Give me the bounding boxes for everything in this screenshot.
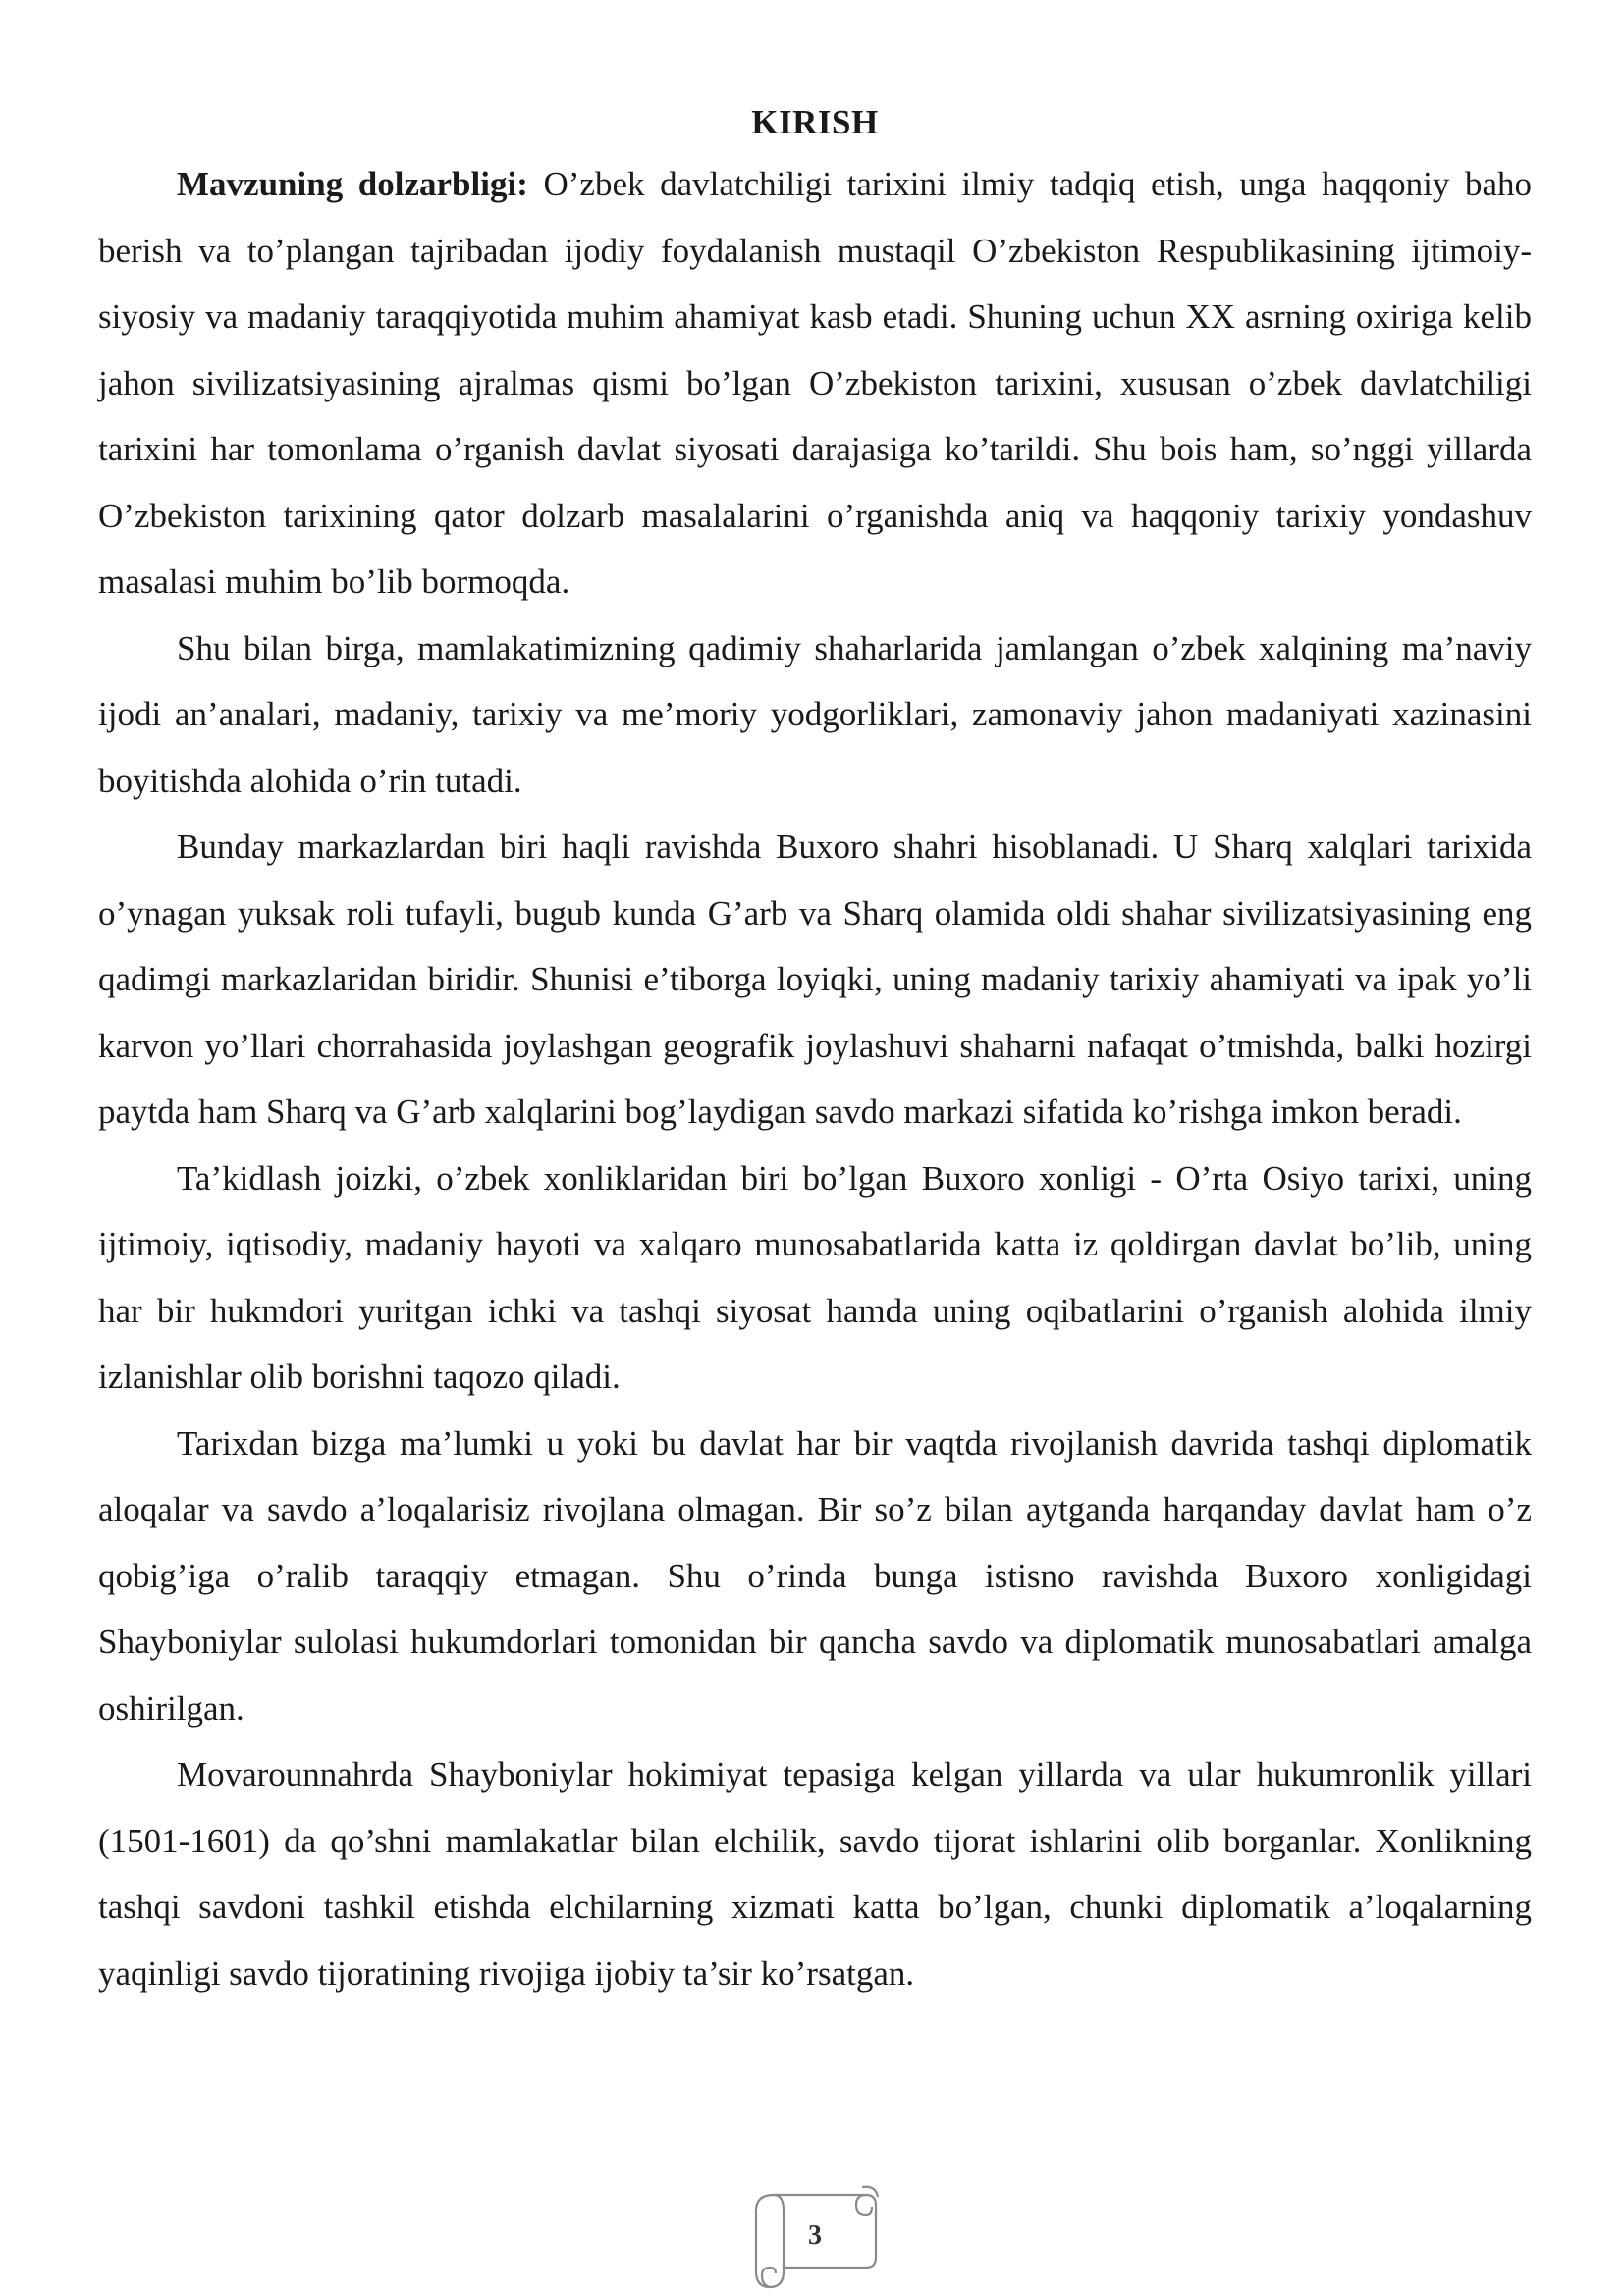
paragraph: Bunday markazlardan biri haqli ravishda Buxoro shahri hisoblanadi. U Sharq xalqlari tarixida o’ynagan yuksak roli tufayli, bugub kunda G’arb va Sharq olamida oldi shahar sivilizatsiyasining eng qadimgi markazlaridan biridir. Shunisi e’tiborga loyiqki, uning madaniy tarixiy ahamiyati va ipak yo’li karvon yo’llari chorrahasida joylashgan geografik joylashuvi shaharni nafaqat o’tmishda, balki hozirgi paytda ham Sharq va G’arb xalqlarini bog’laydigan savdo markazi sifatida ko’rishga imkon beradi. [98, 828, 1532, 1131]
document-page [98, 94, 1532, 2006]
paragraph-text: O’zbek davlatchiligi tarixini ilmiy tadqiq etish, unga haqqoniy baho berish va to’plangan tajribadan ijodiy foydalanish mustaqil O’zbekiston Respublikasining ijtimoiy-siyosiy va madaniy taraqqiyotida muhim ahamiyat kasb etadi. Shuning uchun XX asrning oxiriga kelib jahon sivilizatsiyasining ajralmas qismi bo’lgan O’zbekiston tarixini, xususan o’zbek davlatchiligi tarixini har tomonlama o’rganish davlat siyosati darajasiga ko’tarildi. Shu bois ham, so’nggi yillarda O’zbekiston tarixining qator dolzarb masalalarini o’rganishda aniq va haqqoniy tarixiy yondashuv masalasi muhim bo’lib bormoqda. [98, 165, 1532, 601]
page-title: KIRISH [751, 103, 879, 141]
paragraph: Movarounnahrda Shayboniylar hokimiyat tepasiga kelgan yillarda va ular hukumronlik yillari (1501-1601) da qo’shni mamlakatlar bilan elchilik, savdo tijorat ishlarini olib borganlar. Xonlikning tashqi savdoni tashkil etishda elchilarning xizmati katta bo’lgan, chunki diplomatik a’loqalarning yaqinligi savdo tijoratining rivojiga ijobiy ta’sir ko’rsatgan. [98, 1755, 1532, 1993]
paragraph: Shu bilan birga, mamlakatimizning qadimiy shaharlarida jamlangan o’zbek xalqining ma’naviy ijodi an’analari, madaniy, tarixiy va me’moriy yodgorliklari, zamonaviy jahon madaniyati xazinasini boyitishda alohida o’rin tutadi. [98, 628, 1532, 800]
paragraph: Tarixdan bizga ma’lumki u yoki bu davlat har bir vaqtda rivojlanish davrida tashqi diplomatik aloqalar va savdo a’loqalarisiz rivojlana olmagan. Bir so’z bilan aytganda harqanday davlat ham o’z qobig’iga o’ralib taraqqiy etmagan. Shu o’rinda bunga istisno ravishda Buxoro xonligidagi Shayboniylar sulolasi hukumdorlari tomonidan bir qancha savdo va diplomatik munosabatlari amalga oshirilgan. [98, 1423, 1532, 1728]
paragraph: Ta’kidlash joizki, o’zbek xonliklaridan biri bo’lgan Buxoro xonligi - O’rta Osiyo tarixi, uning ijtimoiy, iqtisodiy, madaniy hayoti va xalqaro munosabatlarida katta iz qoldirgan davlat bo’lib, uning har bir hukmdori yuritgan ichki va tashqi siyosat hamda uning oqibatlarini o’rganish alohida ilmiy izlanishlar olib borishni taqozo qiladi. [98, 1158, 1532, 1396]
page-footer [746, 2181, 884, 2291]
paragraph-lead: Mavzuning dolzarbligi: [177, 165, 528, 203]
page-number: 3 [808, 2220, 822, 2251]
paragraph-relevance [98, 151, 1532, 615]
